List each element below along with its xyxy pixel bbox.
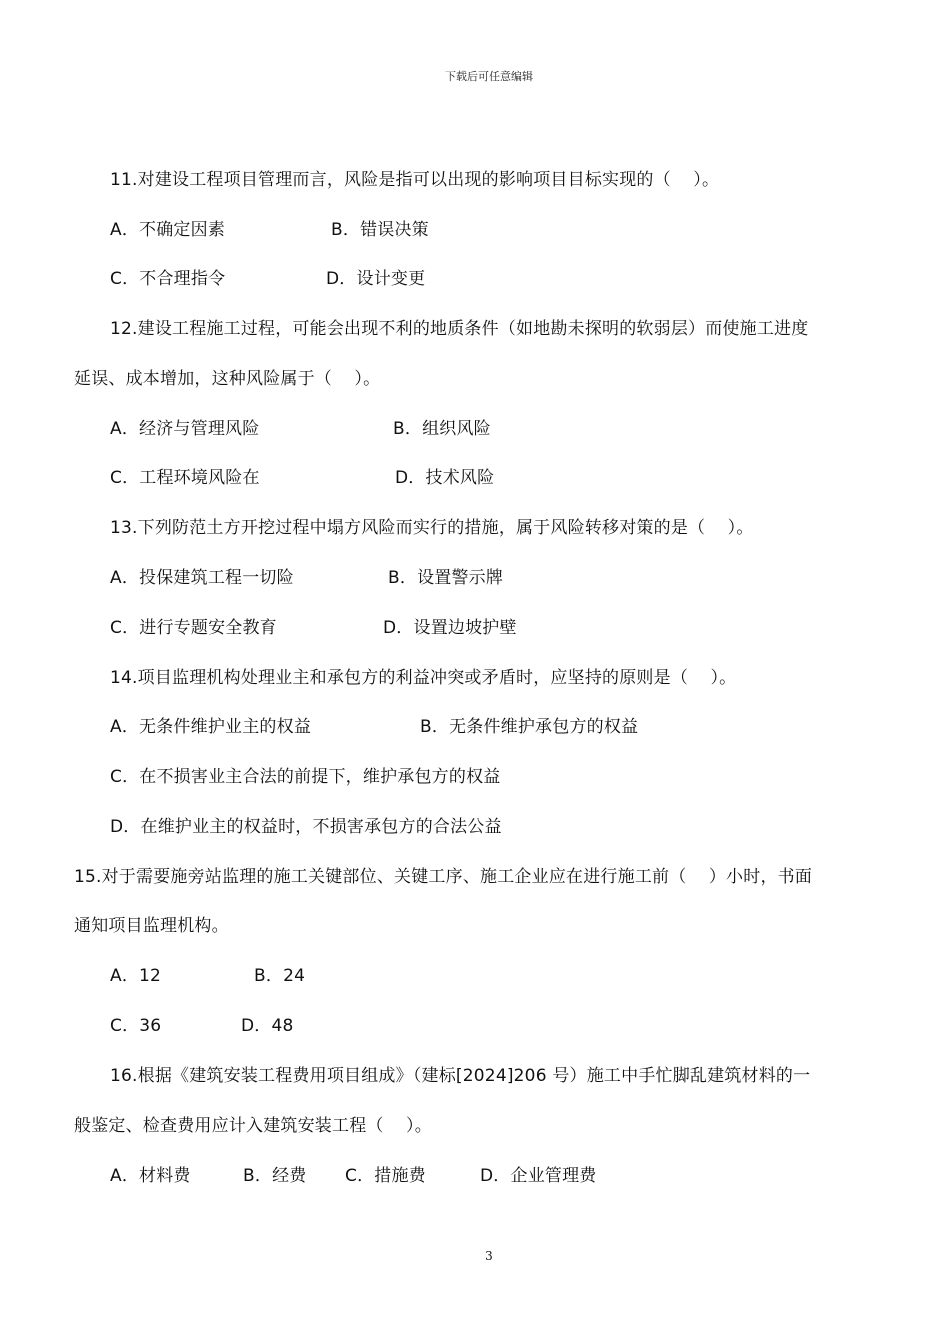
question-16-stem-line-2: 般鉴定、检查费用应计入建筑安装工程（ ）。 — [74, 1116, 432, 1136]
question-16-option-d: D．企业管理费 — [480, 1166, 597, 1186]
question-16-option-b: B．经费 — [243, 1166, 307, 1186]
question-11-stem: 11.对建设工程项目管理而言，风险是指可以出现的影响项目目标实现的（ ）。 — [110, 170, 720, 190]
question-15-option-b: B．24 — [254, 966, 306, 986]
question-11-option-d: D．设计变更 — [326, 269, 426, 289]
question-11-option-b: B．错误决策 — [331, 220, 429, 240]
question-14-stem: 14.项目监理机构处理业主和承包方的利益冲突或矛盾时，应坚持的原则是（ ）。 — [110, 668, 737, 688]
question-16-option-c: C．措施费 — [345, 1166, 426, 1186]
question-13-option-b: B．设置警示牌 — [388, 568, 504, 588]
question-15-stem-line-2: 通知项目监理机构。 — [74, 916, 229, 936]
question-11-option-c: C．不合理指令 — [110, 269, 226, 289]
question-16-option-a: A．材料费 — [110, 1166, 191, 1186]
question-14-option-b: B．无条件维护承包方的权益 — [420, 717, 639, 737]
question-14-option-c: C．在不损害业主合法的前提下，维护承包方的权益 — [110, 767, 501, 787]
question-12-stem-line-2: 延误、成本增加，这种风险属于（ ）。 — [74, 369, 381, 389]
question-13-option-a: A．投保建筑工程一切险 — [110, 568, 294, 588]
question-11-option-a: A．不确定因素 — [110, 220, 226, 240]
question-14-option-d: D．在维护业主的权益时，不损害承包方的合法公益 — [110, 817, 502, 837]
question-15-option-a: A．12 — [110, 966, 162, 986]
question-13-stem: 13.下列防范土方开挖过程中塌方风险而实行的措施，属于风险转移对策的是（ ）。 — [110, 518, 754, 538]
question-14-option-a: A．无条件维护业主的权益 — [110, 717, 312, 737]
page-header-note: 下载后可任意编辑 — [445, 70, 533, 83]
page-number: 3 — [485, 1249, 493, 1263]
question-12-option-d: D．技术风险 — [395, 468, 495, 488]
question-13-option-d: D．设置边坡护壁 — [383, 618, 517, 638]
question-15-stem-line-1: 15.对于需要施旁站监理的施工关键部位、关键工序、施工企业应在进行施工前（ ）小时，书面 — [74, 867, 813, 887]
question-15-option-d: D．48 — [241, 1016, 294, 1036]
question-15-option-c: C．36 — [110, 1016, 162, 1036]
question-12-stem-line-1: 12.建设工程施工过程，可能会出现不利的地质条件（如地勘未探明的软弱层）而使施工进度 — [110, 319, 809, 339]
question-16-stem-line-1: 16.根据《建筑安装工程费用项目组成》（建标[2024]206 号）施工中手忙脚乱建筑材料的一 — [110, 1066, 811, 1086]
question-12-option-a: A．经济与管理风险 — [110, 419, 260, 439]
question-12-option-b: B．组织风险 — [393, 419, 491, 439]
question-12-option-c: C．工程环境风险在 — [110, 468, 260, 488]
question-13-option-c: C．进行专题安全教育 — [110, 618, 277, 638]
